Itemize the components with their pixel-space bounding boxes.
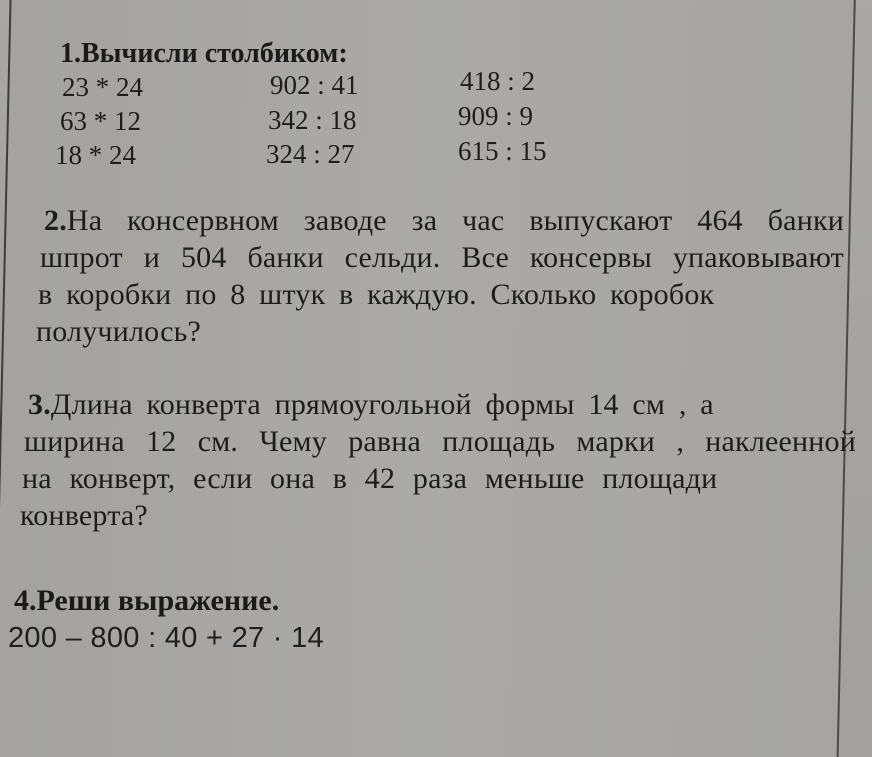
task2-line: в коробки по 8 штук в каждую. Сколько коробок: [38, 278, 715, 311]
task1-item: 324 : 27: [266, 139, 355, 169]
task3-line: конверта?: [20, 499, 148, 532]
task1-item: 615 : 15: [458, 136, 547, 166]
task1-item: 902 : 41: [270, 70, 359, 100]
task4-title: Реши выражение.: [36, 584, 280, 617]
task1-title: Вычисли столбиком:: [81, 38, 348, 69]
task1-item: 342 : 18: [268, 105, 357, 135]
task4-heading: [14, 584, 279, 618]
task1-item: 18 * 24: [55, 140, 136, 170]
task4-number: 4.: [14, 584, 37, 617]
task2-line: 2.На консервном заводе за час выпускают 464 банки: [44, 204, 844, 237]
task1-item: 63 * 12: [60, 106, 141, 136]
task3-line: 3.Длина конверта прямоугольной формы 14 см , а: [28, 388, 714, 421]
task1-item: 909 : 9: [458, 101, 534, 131]
task2-line: получилось?: [36, 315, 202, 348]
task1-item: 418 : 2: [460, 66, 536, 96]
task3-block: [20, 386, 856, 534]
task1-heading: [60, 38, 348, 70]
task3-line: на конверт, если она в 42 раза меньше площади: [22, 462, 718, 495]
task4-expression: 200 – 800 : 40 + 27 · 14: [8, 622, 324, 654]
task1-item: 23 * 24: [62, 72, 143, 102]
task2-block: [36, 202, 844, 350]
task2-number: 2.: [44, 204, 67, 237]
task3-number: 3.: [28, 388, 51, 421]
task1-number: 1.: [60, 38, 81, 69]
task2-line: шпрот и 504 банки сельди. Все консервы упаковывают: [40, 241, 844, 274]
task3-line: ширина 12 см. Чему равна площадь марки , наклеенной: [24, 425, 856, 458]
